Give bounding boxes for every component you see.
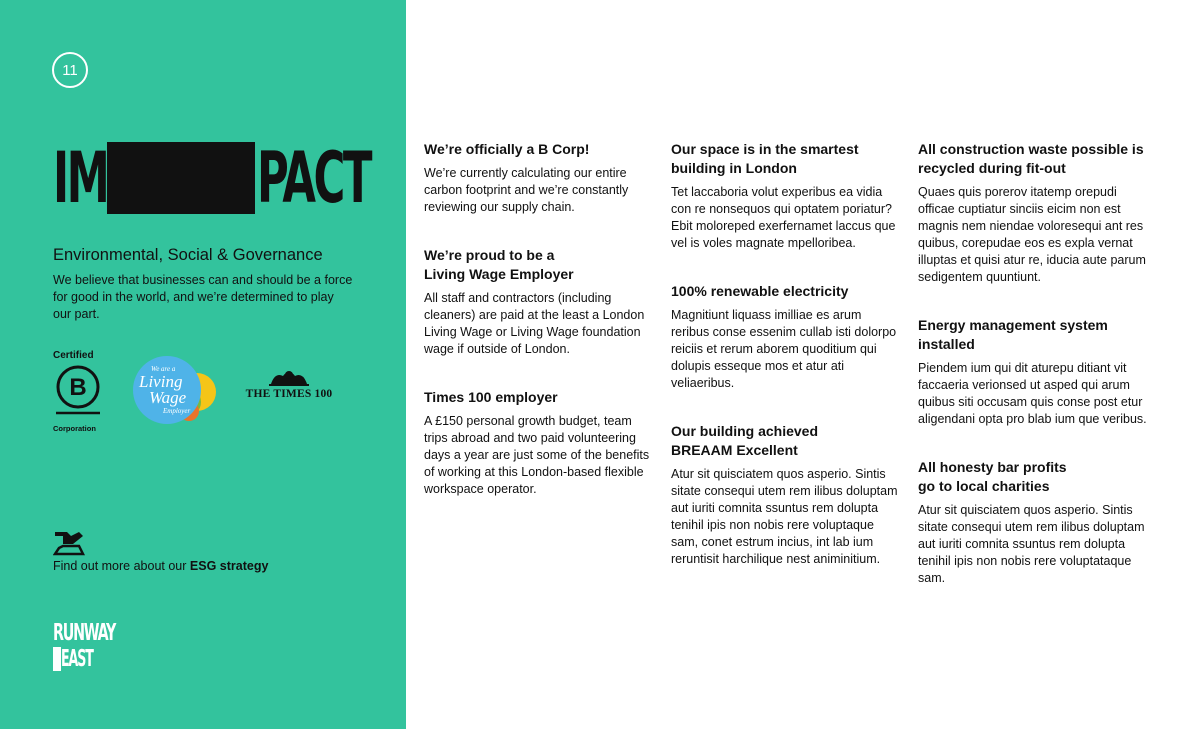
living-wage-line1: We are a [151,365,176,373]
esg-strategy-link-text[interactable] [53,559,268,573]
feature-body: We’re currently calculating our entire carbon footprint and we’re constantly reviewing our supply chain. [424,166,629,214]
feature-item [671,422,903,568]
feature-title: All honesty bar profits go to local charities [918,459,1067,494]
times-crest-icon [241,366,337,388]
column-3 [918,140,1148,617]
living-wage-line4: Employer [163,407,191,415]
feature-title: Our building achieved BREAAM Excellent [671,423,819,458]
feature-title: We’re proud to be a Living Wage Employer [424,247,574,282]
feature-item [424,388,656,498]
impact-heading [53,137,439,219]
hand-heart-icon [53,528,85,556]
feature-body: Magnitiunt liquass imilliae es arum reribus conse essenim cullab isti dolorpo reiciis et rerum aborem quoditium qui dolupis esseque mos et atur ati veliaeribus. [671,308,897,390]
feature-title: Energy management system installed [918,317,1108,352]
living-wage-badge-icon [131,354,223,426]
feature-body: Atur sit quisciatem quos asperio. Sintis sitate consequi utem rem ilibus doluptam aut iuriti comnita ssuntus rem dolupta tenihil ipis non nobis rere voluptaque sam, conet estrum incius, int lab ium reruntisit harchilique nest animinitium. [671,467,898,566]
page-number: 11 [52,52,88,88]
bcorp-letter: B [69,374,87,401]
feature-item [671,140,903,252]
feature-body: Atur sit quisciatem quos asperio. Sintis sitate consequi utem rem ilibus doluptam aut iuriti comnita ssuntus rem dolupta tenihil ipis non nobis rere voluptataque sam. [918,503,1145,585]
left-panel [0,0,406,729]
feature-title: 100% renewable electricity [671,283,849,299]
feature-item [918,140,1148,286]
living-wage-line2: Living [139,372,183,391]
logo-block [53,647,61,671]
logo-line-1: RUNWAY [53,620,116,646]
times-100-label: THE TIMES 100 [245,388,333,400]
esg-title: Environmental, Social & Governance [53,246,323,264]
certification-badges [53,350,353,435]
living-wage-line3: Wage [149,388,187,407]
feature-body: A £150 personal growth budget, team trips abroad and two paid volunteering days a year are just some of the benefits of working at this London-based flexible workspace operator. [424,414,650,496]
feature-body: Quaes quis porerov itatemp orepudi officae cuptiatur sinciis eicim non est magnis nem niendae voloresequi ant res quibus, corepudae eos es expla vernat illuptas et quisi atur re, iducia aute parum sedigentem quuntiunt. [918,185,1146,284]
find-more-prefix: Find out more about our [53,559,187,573]
runway-east-logo [53,620,119,672]
feature-item [424,140,656,216]
bcorp-badge [53,350,103,433]
logo-line-2: EAST [61,646,94,672]
bcorp-corporation-label: Corporation [53,424,96,433]
impact-bar [107,142,255,214]
feature-title: Our space is in the smartest building in London [671,141,859,176]
esg-strategy-link[interactable]: ESG strategy [189,559,269,573]
feature-item [671,282,903,392]
column-2 [671,140,903,598]
impact-part-2: PACT [257,137,370,219]
feature-item [918,316,1148,428]
esg-description: We believe that businesses can and should be a force for good in the world, and we’re determined to play our part. [53,273,353,321]
times-100-badge [241,366,337,406]
feature-title: We’re officially a B Corp! [424,141,590,157]
feature-title: Times 100 employer [424,389,558,405]
bcorp-logo-icon [53,361,103,417]
feature-title: All construction waste possible is recycled during fit-out [918,141,1144,176]
bcorp-certified-label: Certified [53,350,94,361]
impact-part-1: IM [53,137,108,219]
feature-body: All staff and contractors (including cleaners) are paid at the least a London Living Wage or Living Wage foundation wage if outside of London. [424,291,645,356]
feature-item [424,246,656,358]
feature-item [918,458,1148,587]
feature-body: Piendem ium qui dit aturepu ditiant vit faccaeria verionsed ut asped qui arum quibus siti occusam quis conse post etur aligendani opta pro blab ium que veribus. [918,361,1147,426]
feature-body: Tet laccaboria volut experibus ea vidia con re nonsequos qui optatem poriatur? Ebit moloreped exerfernamet laccus que vel is voles magnate mpelloribea. [671,185,896,250]
column-1 [424,140,656,528]
